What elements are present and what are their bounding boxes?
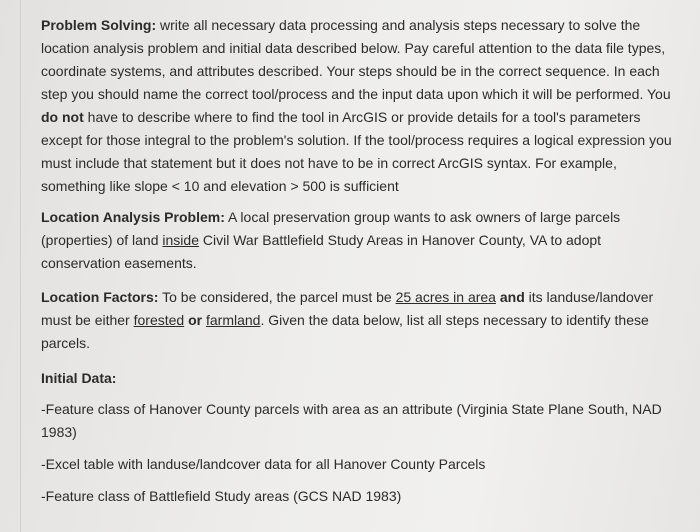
location-factors-label: Location Factors: <box>41 289 159 305</box>
data-item-battlefield: -Feature class of Battlefield Study areas (GCS NAD 1983) <box>41 488 402 504</box>
problem-solving-text: write all necessary data processing and analysis steps necessary to solve the location analysis problem and initial data described below. Pay careful attention to the data file types, coordinate systems, and attributes described. Your steps should be in the correct sequence. In each step you should name the correct tool/process and the input data upon which it will be performed. You <box>41 17 671 102</box>
location-factors-text-end: . Given the data below, list all steps necessary to identify these parcels. <box>41 312 649 351</box>
initial-data-heading-text: Initial Data: <box>41 370 117 386</box>
location-factors-text: To be considered, the parcel must be <box>158 289 396 305</box>
location-problem-text: A local preservation group wants to ask owners of large parcels (properties) of land <box>41 209 621 248</box>
forested-underlined: forested <box>133 312 185 328</box>
and-emphasis: and <box>495 289 525 305</box>
data-item-parcels: -Feature class of Hanover County parcels with area as an attribute (Virginia State Plane South, NAD 1983) <box>41 401 662 440</box>
location-problem-label: Location Analysis Problem: <box>41 209 225 225</box>
location-problem-paragraph <box>41 206 681 275</box>
question-card <box>20 0 700 532</box>
do-not-emphasis: do not <box>41 109 84 125</box>
initial-data-heading <box>41 367 681 390</box>
problem-solving-text-cont: have to describe where to find the tool in ArcGIS or provide details for a tool's parameters except for those integral to the problem's solution. If the tool/process requires a logical expression you must include that statement but it does not have to be in correct ArcGIS syntax. For example, something like slope < 10 and elevation > 500 is sufficient <box>41 109 672 194</box>
location-factors-text-cont: its landuse/landover must be either <box>41 289 654 328</box>
area-requirement: 25 acres in area <box>395 289 496 305</box>
location-problem-text-cont: Civil War Battlefield Study Areas in Hanover County, VA to adopt conservation easements. <box>41 232 602 271</box>
data-item-landuse-table: -Excel table with landuse/landcover data for all Hanover County Parcels <box>41 456 486 472</box>
problem-solving-paragraph <box>41 14 681 198</box>
inside-underlined: inside <box>162 232 199 248</box>
or-emphasis: or <box>184 312 203 328</box>
problem-solving-label: Problem Solving: <box>41 17 157 33</box>
farmland-underlined: farmland <box>205 312 261 328</box>
location-factors-paragraph <box>41 286 681 355</box>
